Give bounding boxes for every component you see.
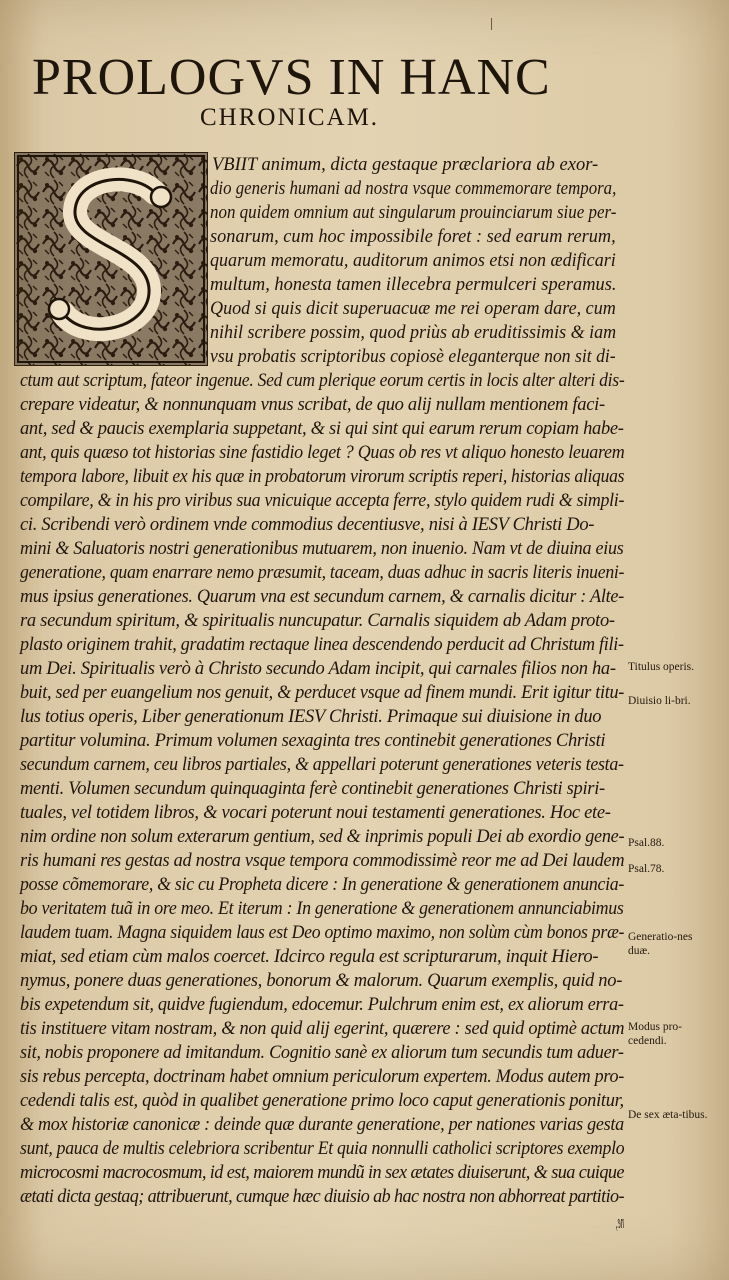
marginal-note: Psal.88. — [628, 837, 665, 849]
text-line: nim ordine non solum exterarum gentium, sed & inprimis populi Dei ab exordio gene- — [20, 827, 625, 847]
text-line: quarum memoratu, auditorum animos etsi non ædificari — [210, 251, 616, 271]
text-line: secundum carnem, ceu libros partiales, & appellari poterunt generationes veteris testa- — [20, 755, 624, 775]
text-line: tempora labore, libuit ex his quæ in probatorum virorum scriptis reperi, historias aliquas — [20, 467, 625, 487]
text-line: plasto originem trahit, gradatim rectaque linea descendendo perducit ad Christum fili- — [20, 635, 624, 655]
text-line: ris humani res gestas ad nostra vsque tempora commodissimè reor me ad Dei laudem — [20, 851, 625, 871]
text-line: menti. Volumen secundum quinquaginta ferè continebit generationes Christi spiri- — [20, 779, 605, 799]
marginal-note: Psal.78. — [628, 863, 665, 875]
text-line: Quod si quis dicit superuacuæ me rei operam dare, cum — [210, 299, 616, 319]
text-line: bo veritatem tuã in ore meo. Et iterum : In generatione & generationem annunciabimus — [20, 899, 624, 919]
text-line: lus totius operis, Liber generationum IESV Christi. Primaque sui diuisione in duo — [20, 707, 602, 727]
text-line: & mox historiæ canonicæ : deinde quæ durante generatione, per nationes varias gesta — [20, 1115, 624, 1135]
text-line: compilare, & in his pro viribus sua vnicuique accepta ferre, stylo quidem rudi & simpli- — [20, 491, 625, 511]
marginal-note: Titulus operis. — [628, 661, 695, 673]
text-line: nymus, ponere duas generationes, bonorum & malorum. Quarum exemplis, quid no- — [20, 971, 623, 991]
catchword: ne, — [615, 1213, 624, 1233]
marginal-note: Generatio-nes duæ. — [628, 931, 693, 957]
text-line: miat, sed etiam cùm malos coercet. Idcirco regula est scripturarum, inquit Hiero- — [20, 947, 599, 967]
text-line: mini & Saluatoris nostri generationibus mutuarem, non inuenio. Nam vt de diuina eius — [20, 539, 624, 559]
text-line: posse cõmemorare, & sic cu Propheta dicere : In generatione & generationem anuncia- — [20, 875, 625, 895]
text-line: tuales, vel totidem libros, & vocari poterunt noui testamenti generationes. Hoc ete- — [20, 803, 611, 823]
marginal-note: Modus pro-cedendi. — [628, 1021, 682, 1047]
text-line: sis rebus percepta, doctrinam habet omnium periculorum expertem. Modus autem pro- — [20, 1067, 624, 1087]
text-line: sit, nobis proponere ad imitandum. Cognitio sanè ex aliorum tum secundis tum aduer- — [20, 1043, 624, 1063]
text-line: um Dei. Spiritualis verò à Christo secundo Adam incipit, qui carnales filios non ha- — [20, 659, 616, 679]
text-line: ci. Scribendi verò ordinem vnde commodius decentiusve, nisi à IESV Christi Do- — [20, 515, 595, 535]
text-line: cedendi talis est, quòd in qualibet generatione primo loco caput generationis ponitur, — [20, 1091, 624, 1111]
text-line: sonarum, cum hoc impossibile foret : sed earum rerum, — [210, 227, 616, 247]
text-line: sunt, pauca de multis celebriora scribentur Et quia nonnulli catholici scriptores exemplo — [20, 1139, 625, 1159]
page-subtitle: CHRONICAM. — [200, 104, 380, 131]
text-line: VBIIT animum, dicta gestaque præclariora ab exor- — [212, 155, 599, 175]
text-line: ant, sed & paucis exemplaria suppetant, & si qui sint qui earum rerum copiam habe- — [20, 419, 624, 439]
text-line: nihil scribere possim, quod priùs ab eruditissimis & iam — [210, 323, 617, 343]
text-line: multum, honesta tamen illecebra permulceri speramus. — [210, 275, 617, 295]
marginal-note: De sex æta-tibus. — [628, 1109, 708, 1121]
text-line: microcosmi macrocosmum, id est, maiorem mundũ in sex ætates diuiserunt, & sua cuique — [20, 1163, 624, 1183]
text-line: crepare videatur, & nonnunquam vnus scribat, de quo alij nullam mentionem faci- — [20, 395, 605, 415]
text-line: buit, sed per euangelium nos genuit, & perducet vsque ad finem mundi. Erit igitur titu- — [20, 683, 625, 703]
text-line: tis instituere vitam nostram, & non quid alij egerint, quærere : sed quid optimè actum — [20, 1019, 625, 1039]
text-line: generatione, quam enarrare nemo præsumit, taceam, duas adhuc in sacris literis inueni- — [20, 563, 625, 583]
text-line: ætati dicta gestaq; attribuerunt, cumque hæc diuisio ab hac nostra non abhorreat partitio- — [20, 1187, 624, 1207]
page-title: PROLOGVS IN HANC — [32, 49, 551, 106]
text-line: ctum aut scriptum, fateor ingenue. Sed cum plerique eorum certis in locis alter alteri dis- — [20, 371, 625, 391]
text-line: ant, quis quæso tot historias sine fastidio leget ? Quas ob res vt aliquo honesto leuarem — [20, 443, 625, 463]
text-line: laudem tuam. Magna siquidem laus est Deo optimo maximo, non solùm cùm bonos præ- — [20, 923, 625, 943]
text-line: mus ipsius generationes. Quarum vna est secundum carnem, & carnalis dicitur : Alte- — [20, 587, 624, 607]
text-line: bis expetendum sit, quidve fugiendum, edocemur. Pulchrum enim est, ex aliorum erra- — [20, 995, 624, 1015]
text-line: partitur volumina. Primum volumen sexaginta tres continebit generationes Christi — [20, 731, 606, 751]
text-line: ra secundum spiritum, & spiritualis nuncupatur. Carnalis siquidem ab Adam proto- — [20, 611, 615, 631]
text-line: non quidem omnium aut singularum prouinciarum siue per- — [210, 203, 617, 223]
marginal-note: Diuisio li-bri. — [628, 695, 691, 707]
text-line: vsu probatis scriptoribus copiosè eleganterque non sit di- — [210, 347, 616, 367]
text-line: dio generis humani ad nostra vsque commemorare tempora, — [210, 179, 617, 199]
